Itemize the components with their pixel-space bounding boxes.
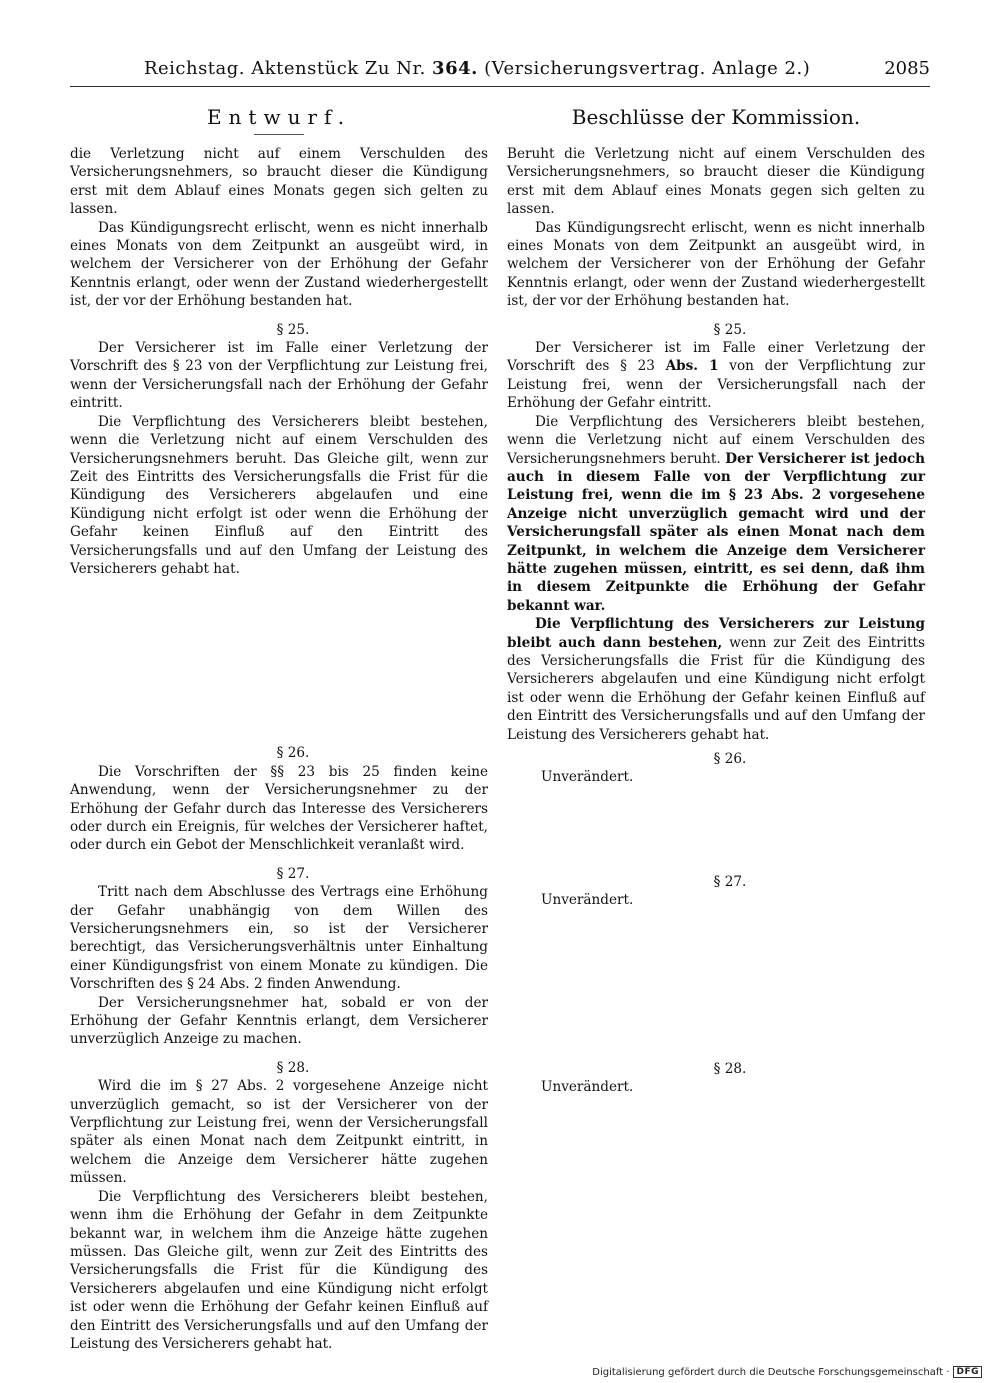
digitization-footer [592,1366,982,1378]
unchanged-note: Unverändert. [541,1079,634,1096]
section-heading-25: § 25. [276,321,310,338]
running-title: Reichstag. Aktenstück Zu Nr. 364. (Versicherungsvertrag. Anlage 2.) [143,58,811,79]
paragraph: Wird die im § 27 Abs. 2 vorgesehene Anzeige nicht unverzüglich gemacht, so ist der Versicherer von der Verpflichtung zur Leistung frei, wenn der Versicherungsfall später als einen Monat nach dem Zeitpunkt eintritt, in welchem die Anzeige dem Versicherer hätte zugehen müssen. [70,1078,488,1187]
column-heading-commission: Beschlüsse der Kommission. [571,105,861,129]
section-heading-25: § 25. [713,321,747,338]
dfg-logo: DFG [953,1366,982,1378]
section-heading-27: § 27. [276,865,310,882]
paragraph: Die Verpflichtung des Versicherers bleibt bestehen, wenn die Verletzung nicht auf einem Verschulden des Versicherungsnehmers beruht. Das Gleiche gilt, wenn zur Zeit des Eintritts des Versicherungsfalls die Frist für die Kündigung des Versicherers abgelaufen und eine Kündigung nicht erfolgt ist oder wenn die Erhöhung der Gefahr keinen Einfluß auf den Eintritt des Versicherungsfalls und auf den Umfang der Leistung des Versicherers gehabt hat. [70,413,488,577]
paragraph: Das Kündigungsrecht erlischt, wenn es nicht innerhalb eines Monats von dem Zeitpunkt an ausgeübt wird, in welchem der Versicherer von der Erhöhung der Gefahr Kenntnis erlangt, oder wenn der Zustand wiederhergestellt ist, der vor der Erhöhung bestanden hat. [507,219,925,310]
paragraph: Der Versicherer ist im Falle einer Verletzung der Vorschrift des § 23 von der Verpflichtung zur Leistung frei, wenn der Versicherungsfall nach der Erhöhung der Gefahr eintritt. [70,340,488,412]
unchanged-note: Unverändert. [541,769,634,786]
column-heading-draft: Entwurf. [206,105,352,129]
section-heading-28: § 28. [276,1059,310,1076]
paragraph: Die Verpflichtung des Versicherers zur Leistung bleibt auch dann bestehen, wenn zur Zeit des Eintritts des Versicherungsfalls die Frist für die Kündigung des Versicherers abgelaufen und eine Kündigung nicht erfolgt ist oder wenn die Erhöhung der Gefahr keinen Einfluß auf den Eintritt des Versicherungsfalls und auf den Umfang der Leistung des Versicherers gehabt hat. [507,616,925,743]
paragraph: Der Versicherungsnehmer hat, sobald er von der Erhöhung der Gefahr Kenntnis erlangt, dem Versicherer unverzüglich Anzeige zu machen. [70,994,488,1048]
paragraph: Das Kündigungsrecht erlischt, wenn es nicht innerhalb eines Monats von dem Zeitpunkt an ausgeübt wird, in welchem der Versicherer von der Erhöhung der Gefahr Kenntnis erlangt, oder wenn der Zustand wiederhergestellt ist, der vor der Erhöhung bestanden hat. [70,219,488,310]
section-heading-26: § 26. [713,751,747,767]
column-draft [70,100,488,1353]
paragraph: Die Vorschriften der §§ 23 bis 25 finden keine Anwendung, wenn der Versicherungsnehmer zu der Erhöhung der Gefahr durch das Interesse des Versicherers oder durch ein Ereignis, für welches der Versicherer haftet, oder durch ein Gebot der Menschlichkeit veranlaßt wird. [70,763,488,854]
section-heading-27: § 27. [713,873,747,890]
paragraph: Die Verpflichtung des Versicherers bleibt bestehen, wenn ihm die Erhöhung der Gefahr in dem Zeitpunkte bekannt war, in welchem ihm die Anzeige hätte zugehen müssen. Das Gleiche gilt, wenn zur Zeit des Eintritts des Versicherungsfalls die Frist für die Kündigung des Versicherers abgelaufen und eine Kündigung nicht erfolgt ist oder wenn die Erhöhung der Gefahr keinen Einfluß auf den Eintritt des Versicherungsfalls und auf den Umfang der Leistung des Versicherers gehabt hat. [70,1188,488,1352]
heading-underline [254,134,304,135]
page-number: 2085 [884,58,930,79]
paragraph: Der Versicherer ist im Falle einer Verletzung der Vorschrift des § 23 Abs. 1 von der Verpflichtung zur Leistung frei, wenn der Versicherungsfall nach der Erhöhung der Gefahr eintritt. [507,340,925,412]
unchanged-note: Unverändert. [541,892,634,909]
header-rule [70,86,930,87]
paragraph: die Verletzung nicht auf einem Verschulden des Versicherungsnehmers, so braucht dieser die Kündigung erst mit dem Ablauf eines Monats gegen sich gelten zu lassen. [70,146,488,218]
paragraph: Die Verpflichtung des Versicherers bleibt bestehen, wenn die Verletzung nicht auf einem Verschulden des Versicherungsnehmers beruht. Der Versicherer ist jedoch auch in diesem Falle von der Verpflichtung zur Leistung frei, wenn die im § 23 Abs. 2 vorgesehene Anzeige nicht unverzüglich gemacht wird und der Versicherungsfall später als einen Monat nach dem Zeitpunkt, in welchem die Anzeige dem Versicherer hätte zugehen müssen, eintritt, es sei denn, daß ihm in diesem Zeitpunkte die Erhöhung der Gefahr bekannt war. [507,413,925,614]
paragraph: Tritt nach dem Abschlusse des Vertrags eine Erhöhung der Gefahr unabhängig von dem Willen des Versicherungsnehmers ein, so ist der Versicherer berechtigt, das Versicherungsverhältnis unter Einhaltung einer Kündigungsfrist von einem Monate zu kündigen. Die Vorschriften des § 24 Abs. 2 finden Anwendung. [70,884,488,993]
section-heading-26: § 26. [276,745,310,762]
paragraph: Beruht die Verletzung nicht auf einem Verschulden des Versicherungsnehmers, so braucht dieser die Kündigung erst mit dem Ablauf eines Monats gegen sich gelten zu lassen. [507,146,925,218]
footer-text: Digitalisierung gefördert durch die Deutsche Forschungsgemeinschaft · [592,1366,950,1378]
section-heading-28: § 28. [713,1060,747,1077]
column-commission [507,100,925,1096]
